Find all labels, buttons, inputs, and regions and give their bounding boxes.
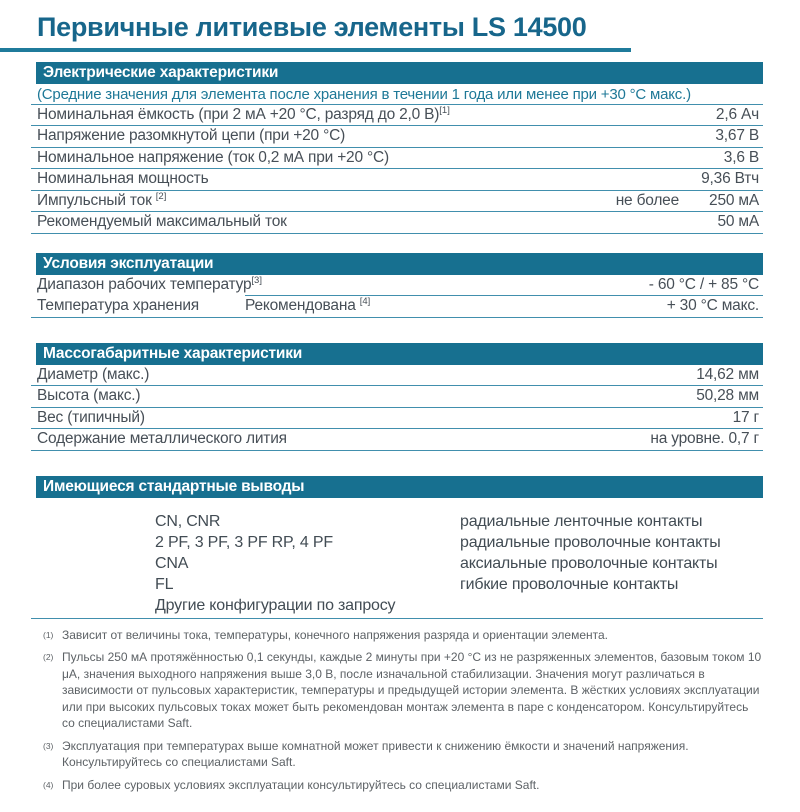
footnote-ref: [3] [251,276,262,287]
terminal-codes-column [155,511,460,616]
row-value: на уровне. 0,7 г [650,430,759,448]
section-terminals [0,476,800,619]
footnote-ref: [4] [359,296,371,308]
electrical-subtitle: (Средние значения для элемента после хранения в течении 1 года или менее при +30 °C макс.) [31,84,763,105]
section-header-dimensions: Массогабаритные характеристики [36,343,763,365]
section-header-terminals: Имеющиеся стандартные выводы [36,476,763,498]
terminal-code: Другие конфигурации по запросу [155,596,396,614]
terminal-code: CNA [155,554,189,572]
row-value: 50 мА [717,213,759,231]
row-value: 2,6 Ач [715,105,759,123]
row-label: Номинальное напряжение (ток 0,2 мА при +20 °C) [37,148,389,166]
terminal-description: аксиальные проволочные контакты [460,554,718,572]
section-conditions [0,253,800,318]
table-row [31,191,763,213]
terminal-description: радиальные проволочные контакты [460,533,721,551]
table-row [31,429,763,451]
section-header-conditions: Условия эксплуатации [36,253,763,275]
table-row [31,169,763,191]
row-value: 3,67 В [715,127,759,145]
terminal-code: 2 PF, 3 PF, 3 PF RP, 4 PF [155,533,333,551]
row-label: Вес (типичный) [37,408,145,426]
row-label: Диапазон рабочих температур[3] [37,276,262,294]
row-label: Импульсный ток [2] [37,191,167,209]
table-row [31,212,763,234]
row-middle-note: Рекомендована [4] [245,296,371,315]
footnote [43,627,763,644]
footnote-text: При более суровых условиях эксплуатации консультируйтесь со специалистами Saft. [62,777,540,792]
footnote-ref: [2] [155,191,167,202]
terminal-description: радиальные ленточные контакты [460,512,703,530]
table-row [31,275,763,297]
footnote [43,777,763,794]
terminal-code: FL [155,575,174,593]
row-label: Напряжение разомкнутой цепи (при +20 °C) [37,127,346,145]
row-label: Высота (макс.) [37,387,141,405]
row-label: Рекомендуемый максимальный ток [37,213,287,231]
footnote-text: Пульсы 250 мА протяжённостью 0,1 секунды, каждые 2 минуты при +20 °C из не разряженных элементов, базовым током 10 μА, значения выходного напряжения выше 3,0 В, после изначальной стабилизации. Значения могут различаться в зависимости от пульсовых характеристик, температуры и предыдущей истории элемента. В жёстких условиях эксплуатации или при высоких пульсовых токах может быть рекомендован монтаж элемента в паре с конденсатором. Консультируйтесь со специалистами Saft. [62,650,762,730]
row-label: Диаметр (макс.) [37,365,150,383]
dimensions-table [31,365,763,451]
footnote-text: Зависит от величины тока, температуры, конечного напряжения разряда и ориентации элемента. [62,627,609,642]
table-row [31,365,763,387]
table-row [31,386,763,408]
conditions-table [31,275,763,318]
footnote-marker: (3) [43,740,54,751]
footnote-marker: (4) [43,779,54,790]
footnote-text: Эксплуатация при температурах выше комнатной может привести к снижению ёмкости и значений напряжения. Консультируйтесь со специалистами Saft. [62,738,689,769]
row-value: + 30 °C макс. [666,297,759,315]
footnote-marker: (2) [43,652,54,662]
section-electrical [0,62,800,234]
row-value: 250 мА [709,191,759,209]
terminal-code: CN, CNR [155,512,221,530]
footnote-marker: (1) [43,629,54,640]
row-value: 3,6 В [723,148,759,166]
row-value: - 60 °C / + 85 °C [648,276,759,294]
electrical-table [31,84,763,234]
row-label: Номинальная мощность [37,170,209,188]
title-rule [0,48,631,52]
footnote [43,649,763,732]
table-row [31,296,763,318]
row-label: Температура хранения [37,297,199,315]
table-row [31,408,763,430]
row-value: 17 г [732,408,759,426]
datasheet-page [0,12,800,812]
row-value: 50,28 мм [696,387,759,405]
section-dimensions [0,343,800,451]
footnote-ref: [1] [439,105,450,116]
row-label: Номинальная ёмкость (при 2 мА +20 °C, разряд до 2,0 В)[1] [37,105,450,123]
footnote [43,738,763,771]
terminal-descriptions-column [460,511,763,616]
page-title: Первичные литиевые элементы LS 14500 [37,12,587,42]
table-row [31,148,763,170]
row-value: 9,36 Втч [701,170,759,188]
terminals-list [31,498,763,619]
section-header-electrical: Электрические характеристики [36,62,763,84]
row-label: Содержание металлического лития [37,430,287,448]
row-value: 14,62 мм [696,365,759,383]
table-row [31,126,763,148]
footnotes [43,627,763,794]
row-qualifier: не более [615,191,680,209]
terminal-description: гибкие проволочные контакты [460,575,679,593]
table-row [31,105,763,127]
